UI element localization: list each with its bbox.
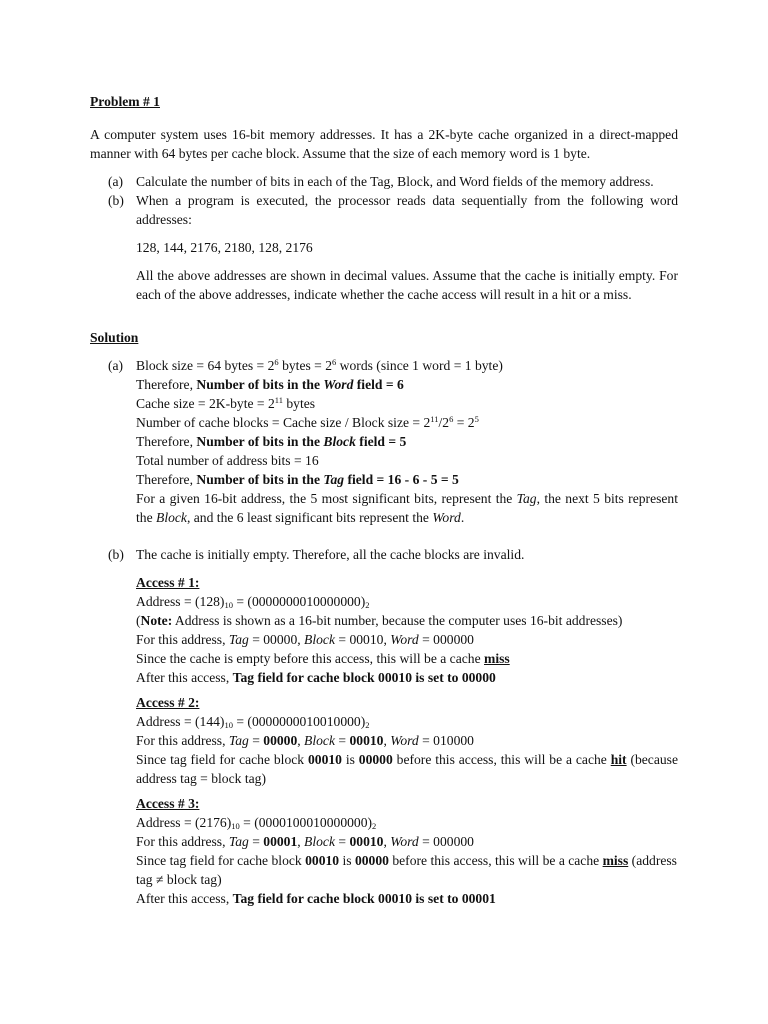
word-field-line: Therefore, Number of bits in the Word field = 6 [136,377,404,392]
access-2-result-badge: hit [610,752,627,767]
block-size-line: Block size = 64 bytes = $2^6$ bytes = $2^6$ words (since 1 word = 1 byte) [136,357,503,373]
access-3-result-badge: miss [602,853,629,868]
solution-b-label: (b) [108,547,124,562]
problem-intro: A computer system uses 16-bit memory addresses. It has a 2K-byte cache organized in a direct-mapped manner with 64 bytes per cache block. Assume that the size of each memory word is 1 byte. [90,127,678,161]
solution-a-label: (a) [108,358,124,373]
part-b-note: All the above addresses are shown in decimal values. Assume that the cache is initially empty. For each of the above addresses, indicate whether the cache access will result in a hit or a miss. [136,268,678,302]
solution-b-text: The cache is initially empty. Therefore, all the cache blocks are invalid. [136,547,525,562]
solution-a-body [136,356,678,527]
access-1 [136,573,678,687]
cache-blocks-line: Number of cache blocks = Cache size / Block size = $2^{11}/2^6 = 2^5$ [136,414,479,430]
access-3-fields: For this address, Tag = 00001, Block = 00010, Word = 000000 [136,834,474,849]
access-1-result: Since the cache is empty before this access, this will be a cache miss [136,651,510,666]
access-1-note: (Note: Address is shown as a 16-bit number, because the computer uses 16-bit addresses) [136,613,623,628]
part-b-label: (b) [108,193,124,208]
problem-part-b [90,191,678,229]
problem-part-a [90,172,678,191]
access-3-address: Address = $(2176)_{10} = (0000100010000000)_2$ [136,815,377,831]
tag-field-line: Therefore, Number of bits in the Tag field = 16 - 6 - 5 = 5 [136,472,459,487]
access-3-result: Since tag field for cache block 00010 is 00000 before this access, this will be a cache miss (address tag ≠ block tag) [136,853,677,887]
document-page [90,92,678,908]
access-1-address: Address = $(128)_{10} = (0000000010000000)_2$ [136,594,370,610]
access-1-fields: For this address, Tag = 00000, Block = 00010, Word = 000000 [136,632,474,647]
access-2-fields: For this address, Tag = 00000, Block = 00010, Word = 010000 [136,733,474,748]
access-2-address: Address = $(144)_{10} = (0000000010010000)_2$ [136,714,370,730]
solution-part-b [90,545,678,564]
access-1-update: After this access, Tag field for cache block 00010 is set to 00000 [136,670,496,685]
part-b-text: When a program is executed, the processor reads data sequentially from the following word addresses: [136,193,678,227]
problem-heading: Problem # 1 [90,94,160,109]
total-bits-line: Total number of address bits = 16 [136,453,319,468]
block-field-line: Therefore, Number of bits in the Block field = 5 [136,434,407,449]
part-a-text: Calculate the number of bits in each of the Tag, Block, and Word fields of the memory address. [136,174,654,189]
cache-size-line: Cache size = 2K-byte = $2^{11}$ bytes [136,395,316,411]
access-3 [136,794,678,908]
access-3-update: After this access, Tag field for cache block 00010 is set to 00001 [136,891,496,906]
address-sequence: 128, 144, 2176, 2180, 128, 2176 [136,240,313,255]
access-2 [136,693,678,788]
part-a-label: (a) [108,174,124,189]
access-3-title: Access # 3: [136,796,200,811]
solution-part-a [90,356,678,527]
address-split-line: For a given 16-bit address, the 5 most significant bits, represent the Tag, the next 5 bits represent the Block, and the 6 least significant bits represent the Word. [136,491,678,525]
solution-heading: Solution [90,330,139,345]
access-1-result-badge: miss [484,651,510,666]
access-1-title: Access # 1: [136,575,200,590]
access-2-result: Since tag field for cache block 00010 is 00000 before this access, this will be a cache hit (because address tag = block tag) [136,752,678,786]
access-2-title: Access # 2: [136,695,200,710]
